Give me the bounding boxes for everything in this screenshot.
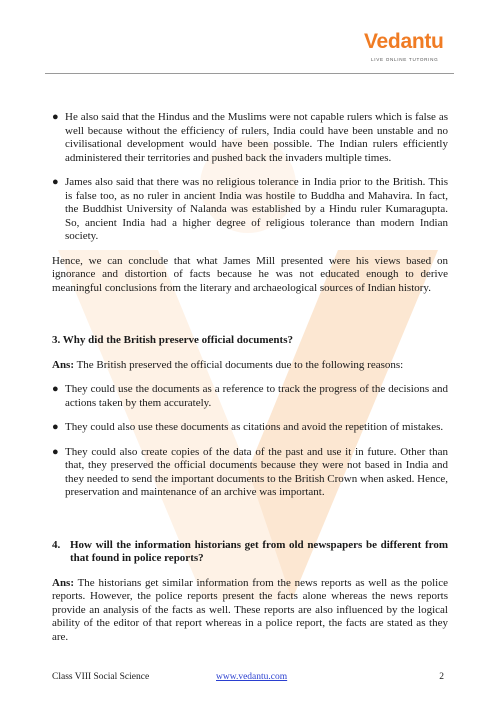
bullet-text: James also said that there was no religious tolerance in India prior to the British. This is false too, as no ruler in ancient India was hostile to Buddha and Mahavira. In fact, the Buddhist University of Nalanda was established by a Hindu ruler Kumaragupta. So, ancient India had a higher degree of religious tolerance than modern Indian society. bbox=[65, 176, 448, 242]
answer-label: Ans: bbox=[52, 576, 75, 589]
bullet-item bbox=[52, 111, 448, 165]
bullet-item bbox=[52, 383, 448, 410]
header-divider bbox=[45, 73, 454, 74]
footer-website-link[interactable]: www.vedantu.com bbox=[216, 672, 288, 682]
bullet-icon: ● bbox=[52, 421, 59, 433]
answer-3-intro bbox=[52, 359, 448, 373]
page-footer bbox=[52, 672, 448, 684]
vedantu-logo bbox=[364, 30, 456, 70]
question-4-number: 4. bbox=[52, 538, 61, 551]
bullet-icon: ● bbox=[52, 383, 59, 395]
bullet-text: They could also use these documents as citations and avoid the repetition of mistakes. bbox=[65, 421, 444, 433]
answer-4-paragraph bbox=[52, 577, 448, 645]
answer-4-text: The historians get similar information from the news reports as well as the police reports. However, the police reports present the facts alone whereas the news reports provide an analysis of the facts as well. These reports are also influenced by the logical ability of the editor of that report whereas in a police report, the facts are stated as they are. bbox=[52, 576, 448, 643]
bullet-item bbox=[52, 446, 448, 500]
logo-tagline: LIVE ONLINE TUTORING bbox=[371, 57, 439, 62]
footer-class-label: Class VIII Social Science bbox=[52, 672, 150, 682]
question-4-text: How will the information historians get from old newspapers be different from that found in police reports? bbox=[70, 538, 448, 564]
page-number: 2 bbox=[439, 672, 444, 682]
question-3-heading bbox=[52, 334, 448, 348]
bullet-text: They could use the documents as a reference to track the progress of the decisions and actions taken by them accurately. bbox=[65, 383, 448, 409]
question-4-heading bbox=[52, 539, 448, 566]
page-content bbox=[52, 111, 448, 644]
bullet-item bbox=[52, 421, 448, 435]
bullet-icon: ● bbox=[52, 445, 59, 458]
question-3-text: 3. Why did the British preserve official documents? bbox=[52, 334, 293, 346]
bullet-icon: ● bbox=[52, 176, 59, 188]
bullet-text: He also said that the Hindus and the Muslims were not capable rulers which is false as well because without the efficiency of rulers, India could have been unstable and no civilisational development would have been possible. The Indian rulers efficiently administered their territories and pushed back the invaders multiple times. bbox=[65, 111, 448, 164]
answer-3-text: The British preserved the official documents due to the following reasons: bbox=[74, 358, 404, 371]
answer-label: Ans: bbox=[52, 358, 75, 371]
bullet-icon: ● bbox=[52, 111, 59, 123]
bullet-text: They could also create copies of the data of the past and use it in future. Other than that, they preserved the official documents because they were not based in India and they needed to send the important documents to the British Crown when asked. Hence, preservation and maintenance of an archive was important. bbox=[65, 445, 448, 498]
bullet-item bbox=[52, 176, 448, 244]
logo-wordmark: Vedantu bbox=[364, 30, 444, 53]
conclusion-paragraph: Hence, we can conclude that what James Mill presented were his views based on ignorance and distortion of facts because he was not educated enough to derive meaningful conclusions from the literary and archaeological sources of Indian history. bbox=[52, 254, 448, 294]
